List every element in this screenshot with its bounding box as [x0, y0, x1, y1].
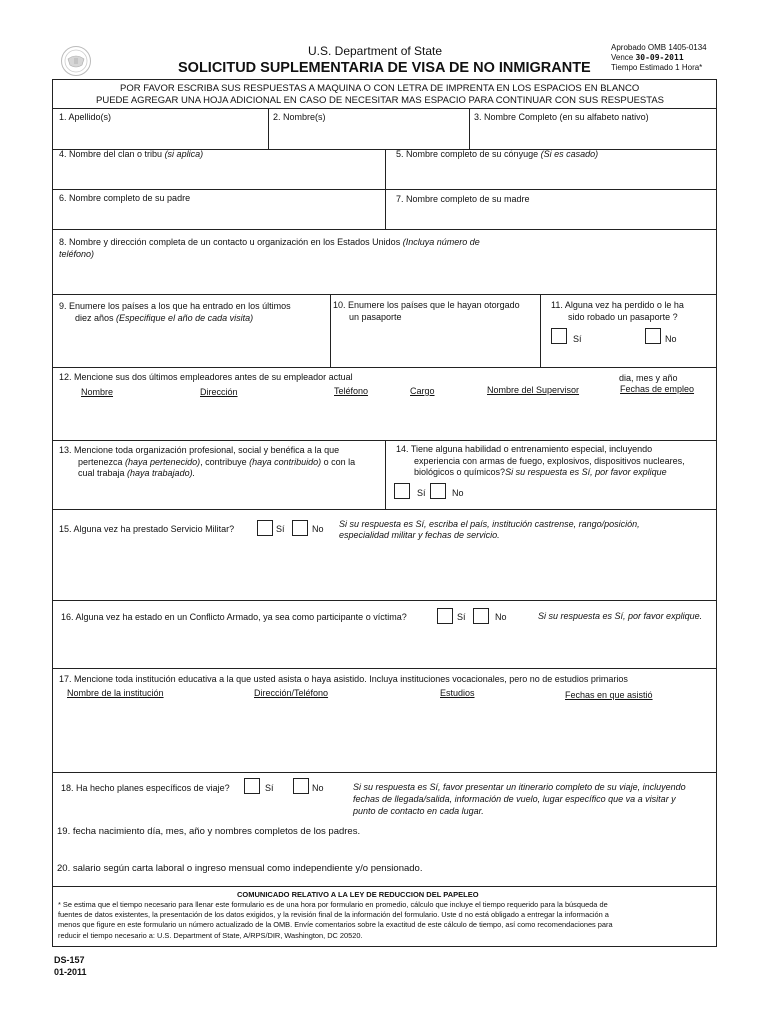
field-9-note: (Especifique el año de cada visita): [116, 313, 254, 323]
time-estimate: Tiempo Estimado 1 Hora*: [611, 63, 703, 72]
given-names-input[interactable]: [272, 124, 466, 146]
field-2-label: 2. Nombre(s): [273, 112, 326, 122]
col-institution-name: Nombre de la institución: [67, 688, 164, 698]
military-no-checkbox[interactable]: [292, 520, 308, 536]
field-20-label: 20. salario según carta laboral o ingreso mensual como independiente y/o pensionado.: [57, 863, 423, 874]
military-yes-label: Sí: [276, 524, 285, 534]
passport-lost-yes-label: Sí: [573, 334, 582, 344]
field-15-label: 15. Alguna vez ha prestado Servicio Militar?: [59, 524, 235, 534]
f13-text-3: o con la: [321, 457, 356, 467]
instructions-line-2: PUEDE AGREGAR UNA HOJA ADICIONAL EN CASO DE NECESITAR MAS ESPACIO PARA CONTINUAR CON SUS RESPUESTAS: [96, 95, 665, 106]
travel-plans-yes-checkbox[interactable]: [244, 778, 260, 794]
field-5-note: (Si es casado): [540, 149, 599, 159]
col-employer-phone: Teléfono: [334, 386, 369, 396]
us-contact-input[interactable]: [58, 262, 712, 290]
employers-input[interactable]: [58, 400, 712, 436]
field-1-label: 1. Apellido(s): [59, 112, 112, 122]
form-title: SOLICITUD SUPLEMENTARIA DE VISA DE NO INMIGRANTE: [178, 60, 591, 76]
education-input[interactable]: [58, 703, 712, 767]
field-4-label: [59, 149, 203, 160]
paperwork-notice-line-2: fuentes de datos existentes, la presentación de los datos exigidos, y la revisión final de la información del formulario. Uste d no está obligado a entregar la información a: [58, 910, 609, 919]
military-no-label: No: [312, 524, 324, 534]
field-8-note-cont: teléfono): [59, 249, 95, 259]
special-skills-yes-label: Sí: [417, 488, 426, 498]
field-8-label: [59, 237, 480, 248]
passport-lost-no-label: No: [665, 334, 677, 344]
department-name: U.S. Department of State: [308, 44, 443, 58]
state-department-seal: [60, 45, 92, 77]
armed-conflict-no-checkbox[interactable]: [473, 608, 489, 624]
paperwork-notice-title: COMUNICADO RELATIVO A LA LEY DE REDUCCION DEL PAPELEO: [237, 890, 479, 899]
f13-text-4: cual trabaja: [78, 468, 128, 478]
form-number: DS-157: [54, 955, 85, 965]
expiration-label: Vence: [611, 53, 636, 62]
form-revision-date: 01-2011: [54, 967, 87, 977]
field-10-label: 10. Enumere los países que le hayan otorgado: [333, 300, 520, 310]
military-service-input[interactable]: [58, 544, 712, 596]
field-18-note-1: Si su respuesta es Sí, favor presentar un itinerario completo de su viaje, incluyendo: [353, 782, 686, 792]
field-15-note-cont: especialidad militar y fechas de servicio.: [339, 530, 500, 540]
field-13-label-cont: [78, 457, 355, 468]
field-14-label-cont: experiencia con armas de fuego, explosivos, dispositivos nucleares,: [414, 456, 685, 466]
col-studies: Estudios: [440, 688, 475, 698]
field-13-label: 13. Mencione toda organización profesional, social y benéfica a la que: [59, 445, 340, 455]
countries-visited-input[interactable]: [58, 326, 326, 364]
paperwork-notice-line-3: menos que figure en este formulario un número actualizado de la OMB. Envíe comentarios sobre la exactitud de este cálculo de tiempo, así como recomendaciones para: [58, 920, 613, 929]
father-name-input[interactable]: [58, 205, 380, 227]
field-13-label-cont2: [78, 468, 195, 479]
native-name-input[interactable]: [473, 124, 713, 146]
field-5-label: [396, 149, 598, 160]
f13-note-3: (haya trabajado).: [127, 468, 196, 478]
field-11-label-cont: sido robado un pasaporte ?: [568, 312, 678, 322]
mother-name-input[interactable]: [390, 205, 712, 227]
omb-approval: Aprobado OMB 1405-0134: [611, 43, 707, 52]
travel-plans-no-label: No: [312, 783, 324, 793]
field-7-label: 7. Nombre completo de su madre: [396, 194, 530, 204]
clan-tribe-input[interactable]: [58, 162, 380, 186]
field-18-note-2: fechas de llegada/salida, información de vuelo, lugar específico que va a visitar y: [353, 794, 676, 804]
organizations-input[interactable]: [58, 481, 380, 506]
salary-input[interactable]: [58, 875, 712, 883]
field-18-note-3: punto de contacto en cada lugar.: [353, 806, 484, 816]
field-5-text: 5. Nombre completo de su cónyuge: [396, 149, 541, 159]
paperwork-notice-line-1: * Se estima que el tiempo necesario para llenar este formulario es de una hora por formulario en promedio, cálculo que incluye el tiempo requerido para la búsqueda de: [58, 900, 608, 909]
expiration-date: 30-09-2011: [635, 53, 684, 62]
armed-conflict-no-label: No: [495, 612, 507, 622]
field-8-text: 8. Nombre y dirección completa de un contacto u organización en los Estados Unidos: [59, 237, 403, 247]
field-14-label-cont2: [414, 467, 667, 478]
field-4-text: 4. Nombre del clan o tribu: [59, 149, 165, 159]
col-employer-address: Dirección: [200, 387, 238, 397]
field-18-label: 18. Ha hecho planes específicos de viaje?: [61, 783, 230, 793]
field-3-label: 3. Nombre Completo (en su alfabeto nativo): [474, 112, 649, 122]
travel-plans-no-checkbox[interactable]: [293, 778, 309, 794]
field-9-text: diez años: [75, 313, 117, 323]
special-skills-yes-checkbox[interactable]: [394, 483, 410, 499]
col-attendance-dates: Fechas en que asistió: [565, 690, 653, 700]
field-6-label: 6. Nombre completo de su padre: [59, 193, 191, 203]
field-15-note: Si su respuesta es Sí, escriba el país, institución castrense, rango/posición,: [339, 519, 640, 529]
travel-plans-yes-label: Sí: [265, 783, 274, 793]
field-19-label: 19. fecha nacimiento día, mes, año y nombres completos de los padres.: [57, 826, 361, 837]
field-10-label-cont: un pasaporte: [349, 312, 402, 322]
armed-conflict-yes-label: Sí: [457, 612, 466, 622]
f13-note-1: (haya pertenecido): [125, 457, 201, 467]
passport-lost-no-checkbox[interactable]: [645, 328, 661, 344]
passport-countries-input[interactable]: [335, 326, 535, 364]
military-yes-checkbox[interactable]: [257, 520, 273, 536]
field-14-label: 14. Tiene alguna habilidad o entrenamiento especial, incluyendo: [396, 444, 653, 454]
field-9-label: 9. Enumere los países a los que ha entrado en los últimos: [59, 301, 291, 311]
field-4-note: (si aplica): [164, 149, 204, 159]
expiration: [611, 53, 684, 63]
special-skills-no-label: No: [452, 488, 464, 498]
field-17-label: 17. Mencione toda institución educativa a la que usted asista o haya asistido. Incluya instituciones vocacionales, pero no de estudios primarios: [59, 674, 628, 684]
col-institution-address: Dirección/Teléfono: [254, 688, 329, 698]
col-employment-dates: Fechas de empleo: [620, 384, 695, 394]
armed-conflict-input[interactable]: [58, 628, 712, 664]
field-12-label: 12. Mencione sus dos últimos empleadores antes de su empleador actual: [59, 372, 353, 382]
armed-conflict-yes-checkbox[interactable]: [437, 608, 453, 624]
col-employer-position: Cargo: [410, 386, 435, 396]
field-9-label-cont: [75, 313, 253, 324]
f14-text: biológicos o químicos?: [414, 467, 506, 477]
field-8-note: (Incluya número de: [402, 237, 480, 247]
f13-text-1: pertenezca: [78, 457, 126, 467]
surname-input[interactable]: [58, 124, 264, 146]
paperwork-notice-line-4: reducir el tiempo necesario a: U.S. Department of State, A/RPS/DIR, Washington, DC 20520.: [58, 931, 363, 940]
field-16-note: Si su respuesta es Sí, por favor explique.: [538, 611, 703, 621]
col-employer-supervisor: Nombre del Supervisor: [487, 385, 580, 395]
spouse-name-input[interactable]: [390, 162, 712, 186]
f13-text-2: , contribuye: [200, 457, 250, 467]
instructions-line-1: POR FAVOR ESCRIBA SUS RESPUESTAS A MAQUINA O CON LETRA DE IMPRENTA EN LOS ESPACIOS EN BLANCO: [120, 83, 640, 94]
eagle-seal-icon: [60, 45, 92, 77]
field-11-label: 11. Alguna vez ha perdido o le ha: [551, 300, 684, 310]
field-12-date-format: dia, mes y año: [619, 373, 678, 383]
birth-date-parents-input[interactable]: [58, 840, 712, 858]
col-employer-name: Nombre: [81, 387, 114, 397]
field-16-label: 16. Alguna vez ha estado en un Conflicto Armado, ya sea como participante o víctima?: [61, 612, 407, 622]
special-skills-no-checkbox[interactable]: [430, 483, 446, 499]
f13-note-2: (haya contribuido): [249, 457, 322, 467]
f14-note: Si su respuesta es Sí, por favor explique: [505, 467, 667, 477]
passport-lost-yes-checkbox[interactable]: [551, 328, 567, 344]
